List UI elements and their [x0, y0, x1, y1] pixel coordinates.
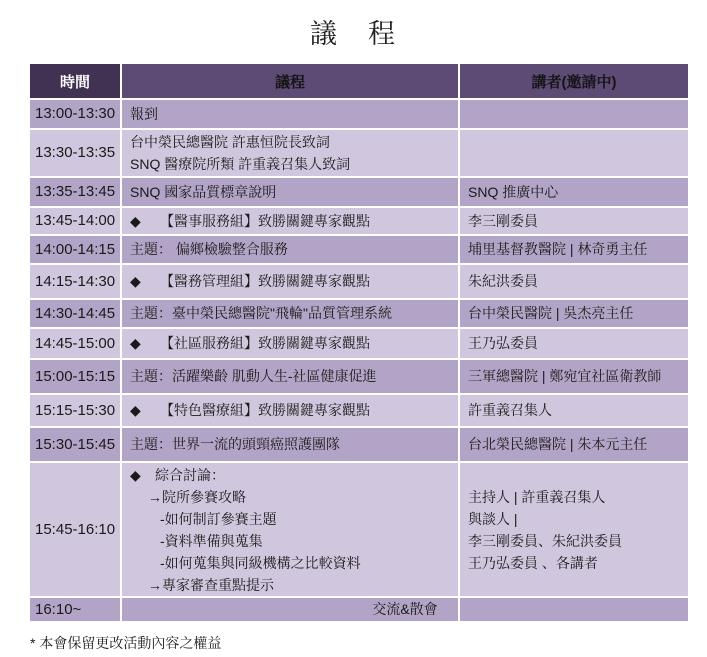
table-row: [30, 360, 688, 393]
agenda-cell: [122, 265, 458, 298]
agenda-line: -如何制訂參賽主題: [160, 510, 277, 527]
agenda-cell: [122, 208, 458, 234]
table-row: [30, 300, 688, 327]
speaker-cell: 埔里基督教醫院 | 林奇勇主任: [460, 236, 688, 263]
agenda-cell: 主題： 偏鄉檢驗整合服務: [122, 236, 458, 263]
header-time: 時間: [30, 64, 120, 98]
speaker-line: 李三剛委員、朱紀洪委員: [468, 532, 622, 549]
diamond-bullet-icon: ◆: [130, 273, 141, 290]
speaker-cell: 台北榮民總醫院 | 朱本元主任: [460, 428, 688, 461]
agenda-line: →專家審查重點提示: [148, 576, 274, 593]
agenda-text: 交流&散會: [372, 601, 438, 618]
speaker-cell: 許重義召集人: [460, 395, 688, 426]
agenda-cell: 主題：活躍樂齡 肌動人生-社區健康促進: [122, 360, 458, 393]
speaker-line: 王乃弘委員 、各講者: [468, 554, 598, 571]
table-row: [30, 395, 688, 426]
time-cell: 15:15-15:30: [30, 395, 120, 426]
agenda-line: →院所參賽攻略: [148, 488, 246, 505]
agenda-cell: 主題：臺中榮民總醫院"飛輪"品質管理系統: [122, 300, 458, 327]
speaker-cell: SNQ 推廣中心: [460, 178, 688, 206]
speaker-cell: [460, 463, 688, 596]
time-cell: 14:00-14:15: [30, 236, 120, 263]
agenda-cell: SNQ 國家品質標章說明: [122, 178, 458, 206]
time-cell: 15:00-15:15: [30, 360, 120, 393]
agenda-line: -資料準備與蒐集: [160, 532, 263, 549]
agenda-line: SNQ 醫療院所類 許重義召集人致詞: [130, 156, 351, 172]
column-divider: [458, 598, 460, 621]
agenda-cell: [122, 329, 458, 358]
time-cell: 14:15-14:30: [30, 265, 120, 298]
agenda-cell: 報到: [122, 100, 458, 128]
header-speaker: 講者(邀請中): [460, 64, 688, 98]
agenda-cell: [122, 395, 458, 426]
table-row: [30, 598, 688, 621]
table-row: [30, 208, 688, 234]
diamond-bullet-icon: ◆: [130, 466, 141, 483]
diamond-bullet-icon: ◆: [130, 212, 141, 229]
time-cell: 13:35-13:45: [30, 178, 120, 206]
table-row: [30, 329, 688, 358]
table-row: [30, 178, 688, 206]
agenda-cell: [122, 130, 458, 176]
time-cell: 15:45-16:10: [30, 463, 120, 596]
speaker-cell: [460, 130, 688, 176]
time-cell: 14:45-15:00: [30, 329, 120, 358]
agenda-cell: 主題：世界一流的頭頸癌照護團隊: [122, 428, 458, 461]
time-cell: 13:00-13:30: [30, 100, 120, 128]
time-cell: 15:30-15:45: [30, 428, 120, 461]
agenda-cell: [122, 463, 458, 596]
time-cell: 16:10~: [30, 598, 120, 621]
speaker-cell: [460, 100, 688, 128]
speaker-cell: 王乃弘委員: [460, 329, 688, 358]
table-row: [30, 100, 688, 128]
agenda-text: 【特色醫療組】致勝關鍵專家觀點: [160, 402, 370, 419]
agenda-line: [130, 464, 458, 486]
diamond-bullet-icon: ◆: [130, 402, 141, 419]
table-row: [30, 428, 688, 461]
agenda-line: -如何蒐集與同級機構之比較資料: [160, 554, 361, 571]
table-row: [30, 130, 688, 176]
speaker-cell: 朱紀洪委員: [460, 265, 688, 298]
table-row-discussion: [30, 463, 688, 596]
speaker-cell: 台中榮民醫院 | 吳杰亮主任: [460, 300, 688, 327]
agenda-text: 綜合討論：: [155, 466, 225, 483]
header-agenda: 議程: [122, 64, 458, 98]
speaker-cell: 李三剛委員: [460, 208, 688, 234]
agenda-cell: [122, 598, 688, 621]
time-cell: 14:30-14:45: [30, 300, 120, 327]
agenda-text: 【醫務管理組】致勝關鍵專家觀點: [160, 273, 370, 290]
speaker-line: 與談人 |: [468, 510, 518, 527]
table-row: [30, 236, 688, 263]
agenda-table: [28, 62, 690, 623]
diamond-bullet-icon: ◆: [130, 335, 141, 352]
time-cell: 13:45-14:00: [30, 208, 120, 234]
time-cell: 13:30-13:35: [30, 130, 120, 176]
agenda-slide: [0, 12, 707, 653]
agenda-line: 台中榮民總醫院 許惠恒院長致詞: [130, 134, 330, 150]
page-title: 議 程: [310, 19, 397, 49]
footer-note: * 本會保留更改活動內容之權益: [30, 635, 222, 651]
agenda-text: 【醫事服務組】致勝關鍵專家觀點: [160, 212, 370, 229]
speaker-line: 主持人 | 許重義召集人: [468, 488, 606, 505]
table-row: [30, 265, 688, 298]
agenda-text: 【社區服務組】致勝關鍵專家觀點: [160, 335, 370, 352]
table-header-row: [30, 64, 688, 98]
speaker-cell: 三軍總醫院 | 鄭宛宜社區衛教師: [460, 360, 688, 393]
